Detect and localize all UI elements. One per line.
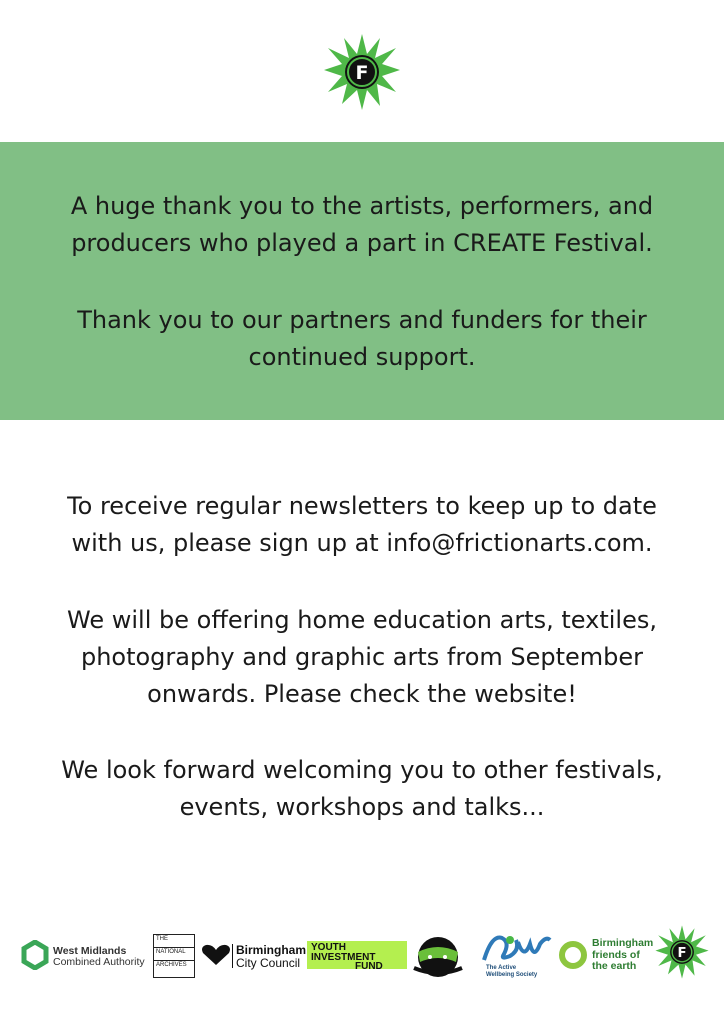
active-wellbeing-logo-icon: [480, 930, 552, 964]
active-wellbeing-text: The Active Wellbeing Society: [486, 965, 538, 978]
thank-you-partners-text: Thank you to our partners and funders for their continued support.: [77, 306, 647, 371]
west-midlands-logo-text: West Midlands Combined Authority: [53, 945, 145, 968]
newsletter-text: To receive regular newsletters to keep up to date with us, please sign up at info@frictionarts.com.: [67, 492, 657, 557]
community-badge-logo-icon: [412, 934, 464, 980]
youth-investment-fund-logo: YOUTH INVESTMENT FUND: [307, 941, 407, 969]
closing-text: We look forward welcoming you to other festivals, events, workshops and talks...: [61, 756, 663, 821]
thank-you-band: [0, 142, 724, 420]
education-offer-text: We will be offering home education arts, textiles, photography and graphic arts from September onwards. Please check the website!: [67, 606, 657, 708]
west-midlands-logo-icon: [20, 940, 50, 970]
birmingham-council-text: Birmingham City Council: [236, 943, 307, 970]
svg-text:F: F: [677, 945, 687, 961]
logo-letter: F: [355, 62, 369, 84]
friends-of-earth-text: Birmingham friends of the earth: [592, 937, 654, 972]
partner-logos: [0, 920, 724, 990]
thank-you-artists-text: A huge thank you to the artists, performers, and producers who played a part in CREATE Festival.: [70, 192, 654, 257]
friction-arts-logo: [322, 32, 402, 112]
council-divider: [232, 944, 233, 968]
birmingham-council-heart-icon: [201, 944, 231, 966]
friends-of-earth-ring-icon: [557, 939, 589, 971]
friction-arts-small-logo-icon: [654, 924, 710, 980]
national-archives-logo: THE NATIONAL ARCHIVES: [153, 934, 195, 978]
